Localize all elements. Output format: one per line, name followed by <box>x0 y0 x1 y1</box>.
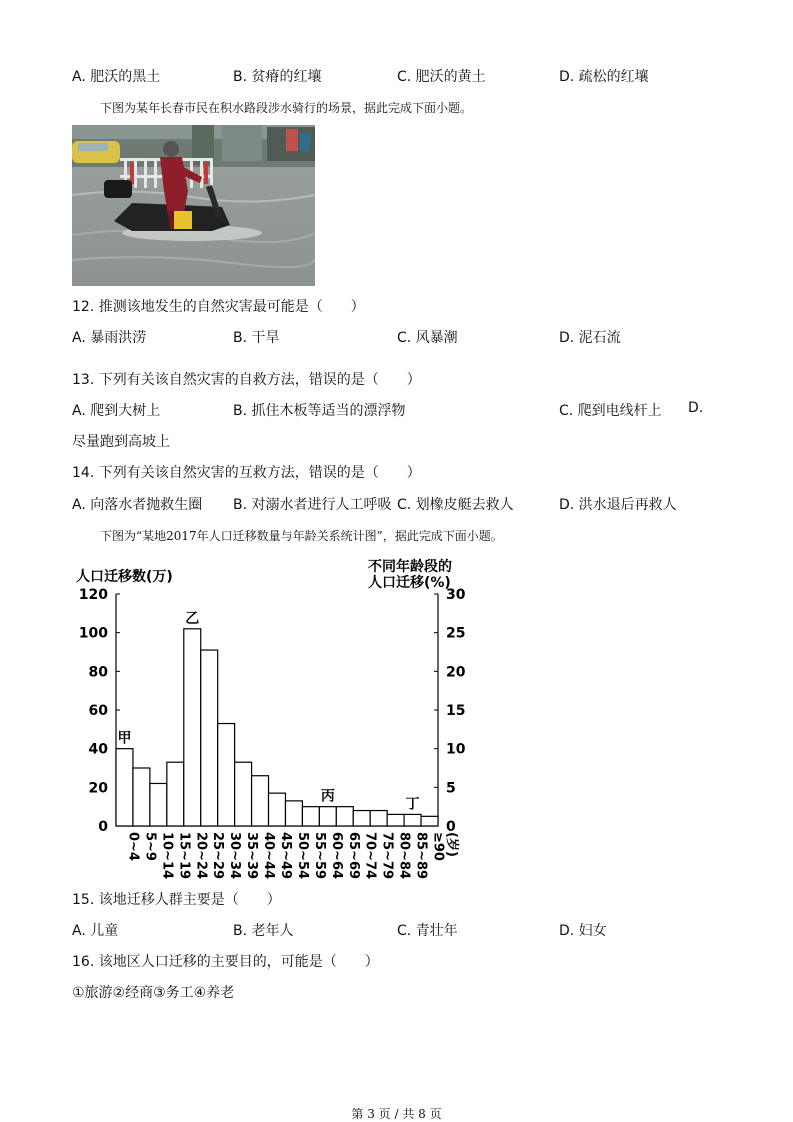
right-tick-label: 20 <box>446 664 466 681</box>
q14-stem: 14. 下列有关该自然灾害的互救方法，错误的是（ ） <box>72 465 421 481</box>
category-label: 55~59 <box>311 832 327 880</box>
category-label: 65~69 <box>345 832 361 880</box>
left-axis-title: 人口迁移数(万) <box>76 569 173 585</box>
right-axis-title-line1: 不同年龄段的 <box>368 559 452 575</box>
q12-option-d: D. 泥石流 <box>559 330 621 346</box>
q13-option-c: C. 爬到电线杆上 <box>559 403 662 419</box>
q11-option-b: B. 贫瘠的红壤 <box>233 69 322 85</box>
category-label: 50~54 <box>294 832 310 880</box>
bar-25~29 <box>201 650 218 826</box>
category-label: 0~4 <box>125 832 141 861</box>
right-tick-label: 10 <box>446 741 466 758</box>
right-tick-label: 30 <box>446 587 466 603</box>
x-axis-unit: (岁) <box>444 832 459 857</box>
bar-30~34 <box>218 724 235 826</box>
bar-85~89 <box>404 814 421 826</box>
category-label: 5~9 <box>142 832 158 861</box>
q12-option-c: C. 风暴潮 <box>397 330 458 346</box>
q11-option-d: D. 疏松的红壤 <box>559 69 649 85</box>
left-tick-label: 60 <box>88 703 108 719</box>
bar-75~79 <box>370 811 387 826</box>
q13-stem: 13. 下列有关该自然灾害的自救方法，错误的是（ ） <box>72 372 421 388</box>
intro-migration-chart: 下图为“某地2017年人口迁移数量与年龄关系统计图”，据此完成下面小题。 <box>100 529 503 543</box>
bar-50~54 <box>285 801 302 826</box>
annotation-丙: 丙 <box>320 788 335 805</box>
q15-option-d: D. 妇女 <box>559 923 607 939</box>
category-label: 20~24 <box>193 832 209 880</box>
category-label: 80~84 <box>396 832 412 880</box>
q13-option-a: A. 爬到大树上 <box>72 403 161 419</box>
q14-option-b: B. 对溺水者进行人工呼吸 <box>233 497 392 513</box>
bar-70~74 <box>353 811 370 826</box>
bar-20~24 <box>184 629 201 826</box>
q11-option-c: C. 肥沃的黄土 <box>397 69 486 85</box>
flood-scene-photo <box>72 125 315 286</box>
q12-stem: 12. 推测该地发生的自然灾害最可能是（ ） <box>72 299 365 315</box>
q12-option-b: B. 干旱 <box>233 330 280 346</box>
left-tick-label: 120 <box>78 587 108 603</box>
right-tick-label: 15 <box>446 703 466 719</box>
category-label: 10~14 <box>159 832 175 880</box>
left-tick-label: 0 <box>98 819 108 835</box>
category-label: 60~64 <box>328 832 344 880</box>
bar-80~84 <box>387 814 404 826</box>
q15-option-a: A. 儿童 <box>72 923 119 939</box>
annotation-乙: 乙 <box>185 610 200 627</box>
category-label: 15~19 <box>176 832 192 880</box>
migration-age-chart <box>70 555 470 885</box>
q16-stem: 16. 该地区人口迁移的主要目的，可能是（ ） <box>72 954 379 970</box>
q15-option-c: C. 青壮年 <box>397 923 458 939</box>
left-tick-label: 20 <box>88 780 108 797</box>
q12-option-a: A. 暴雨洪涝 <box>72 330 147 346</box>
category-label: 35~39 <box>244 832 260 880</box>
category-label: 75~79 <box>379 832 395 880</box>
bar-5~9 <box>133 768 150 826</box>
category-label: 45~49 <box>278 832 293 880</box>
right-axis-title-line2: 人口迁移(%) <box>368 575 451 591</box>
page-footer: 第 3 页 / 共 8 页 <box>351 1107 442 1121</box>
bar-35~39 <box>235 762 252 826</box>
left-tick-label: 80 <box>88 664 108 681</box>
bar-≥90 <box>421 816 438 826</box>
intro-flood-photo: 下图为某年长春市民在积水路段涉水骑行的场景，据此完成下面小题。 <box>100 101 473 115</box>
category-label: 25~29 <box>210 832 226 880</box>
right-tick-label: 25 <box>446 625 466 642</box>
bar-45~49 <box>269 793 286 826</box>
q11-option-a: A. 肥沃的黑土 <box>72 69 161 85</box>
q15-stem: 15. 该地迁移人群主要是（ ） <box>72 892 281 908</box>
right-tick-label: 5 <box>446 780 456 797</box>
right-tick-label: 0 <box>446 819 456 835</box>
category-label: 30~34 <box>227 832 243 880</box>
q15-option-b: B. 老年人 <box>233 923 294 939</box>
category-label: 40~44 <box>261 832 277 880</box>
bar-0~4 <box>116 749 133 826</box>
q14-option-d: D. 洪水退后再救人 <box>559 497 677 513</box>
annotation-甲: 甲 <box>117 730 132 747</box>
q16-items: ①旅游②经商③务工④养老 <box>72 985 235 1001</box>
category-label: 85~89 <box>413 832 429 880</box>
bar-60~64 <box>319 807 336 826</box>
left-tick-label: 100 <box>78 625 108 642</box>
q13-option-d-text: 尽量跑到高坡上 <box>72 434 170 450</box>
q14-option-c: C. 划橡皮艇去救人 <box>397 497 514 513</box>
category-label: ≥90 <box>430 832 446 861</box>
annotation-丁: 丁 <box>405 796 420 813</box>
q13-option-d-label: D. <box>688 400 704 416</box>
q13-option-b: B. 抓住木板等适当的漂浮物 <box>233 403 406 419</box>
bar-40~44 <box>252 776 269 826</box>
bar-10~14 <box>150 783 167 826</box>
bar-15~19 <box>167 762 184 826</box>
category-label: 70~74 <box>362 832 378 880</box>
q14-option-a: A. 向落水者抛救生圈 <box>72 497 203 513</box>
left-tick-label: 40 <box>88 741 108 758</box>
bar-65~69 <box>336 807 353 826</box>
bar-55~59 <box>302 807 319 826</box>
